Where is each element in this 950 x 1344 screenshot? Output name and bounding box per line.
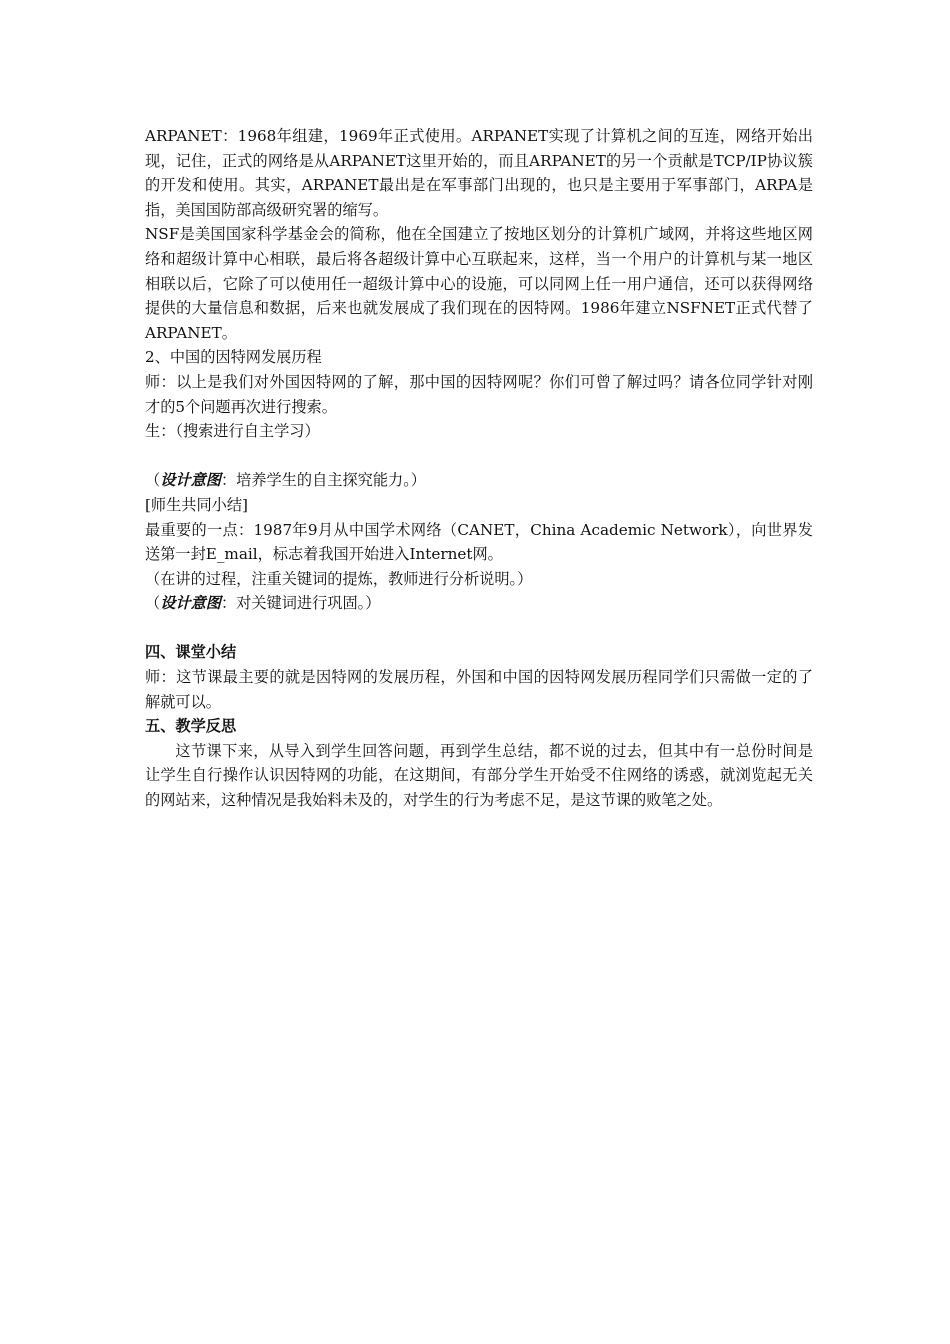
lecture-note: （在讲的过程，注重关键词的提炼，教师进行分析说明。） bbox=[145, 569, 533, 588]
section-5-heading: 五、教学反思 bbox=[145, 717, 237, 736]
design-intent-1 bbox=[145, 468, 813, 493]
design-intent-2 bbox=[145, 591, 813, 616]
design-intent-2-label: 设计意图 bbox=[160, 594, 221, 613]
document-body bbox=[145, 124, 813, 813]
key-point-paragraph: 最重要的一点：1987年9月从中国学术网络（CANET，China Academic Network），向世界发送第一封E_mail，标志着我国开始进入Internet网。 bbox=[145, 520, 813, 564]
blank-line bbox=[145, 444, 813, 469]
nsf-paragraph: NSF是美国国家科学基金会的简称，他在全国建立了按地区划分的计算机广域网，并将这些地区网络和超级计算中心相联，最后将各超级计算中心互联起来，这样，当一个用户的计算机与某一地区相联以后，它除了可以使用任一超级计算中心的设施，可以同网上任一用户通信，还可以获得网络提供的大量信息和数据，后来也就发展成了我们现在的因特网。1986年建立NSFNET正式代替了ARPANET。 bbox=[145, 225, 813, 342]
design-intent-2-open: （ bbox=[145, 594, 161, 613]
section-5-text: 这节课下来，从导入到学生回答问题，再到学生总结，都不说的过去，但其中有一总份时间是让学生自行操作认识因特网的功能，在这期间，有部分学生开始受不住网络的诱惑，就浏览起无关的网站来，这种情况是我始料未及的，对学生的行为考虑不足，是这节课的败笔之处。 bbox=[145, 741, 813, 810]
design-intent-1-open: （ bbox=[145, 471, 161, 490]
design-intent-2-text: ：对关键词进行巩固。） bbox=[220, 594, 381, 613]
design-intent-1-label: 设计意图 bbox=[160, 471, 221, 490]
summary-label: [师生共同小结] bbox=[145, 495, 248, 514]
blank-line bbox=[145, 616, 813, 641]
china-history-heading: 2、中国的因特网发展历程 bbox=[145, 348, 322, 367]
teacher-question: 师：以上是我们对外国因特网的了解，那中国的因特网呢？你们可曾了解过吗？请各位同学针对刚才的5个问题再次进行搜索。 bbox=[145, 372, 813, 416]
section-4-text: 师：这节课最主要的就是因特网的发展历程，外国和中国的因特网发展历程同学们只需做一定的了解就可以。 bbox=[145, 668, 813, 711]
student-action: 生：（搜索进行自主学习） bbox=[145, 422, 320, 441]
design-intent-1-text: ：培养学生的自主探究能力。） bbox=[220, 471, 426, 490]
arpanet-paragraph: ARPANET：1968年组建，1969年正式使用。ARPANET实现了计算机之间的互连，网络开始出现，记住，正式的网络是从ARPANET这里开始的，而且ARPANET的另一个贡献是TCP/IP协议簇的开发和使用。其实，ARPANET最出是在军事部门出现的，也只是主要用于军事部门，ARPA是指，美国国防部高级研究署的缩写。 bbox=[145, 127, 813, 219]
section-4-heading: 四、课堂小结 bbox=[145, 643, 237, 662]
